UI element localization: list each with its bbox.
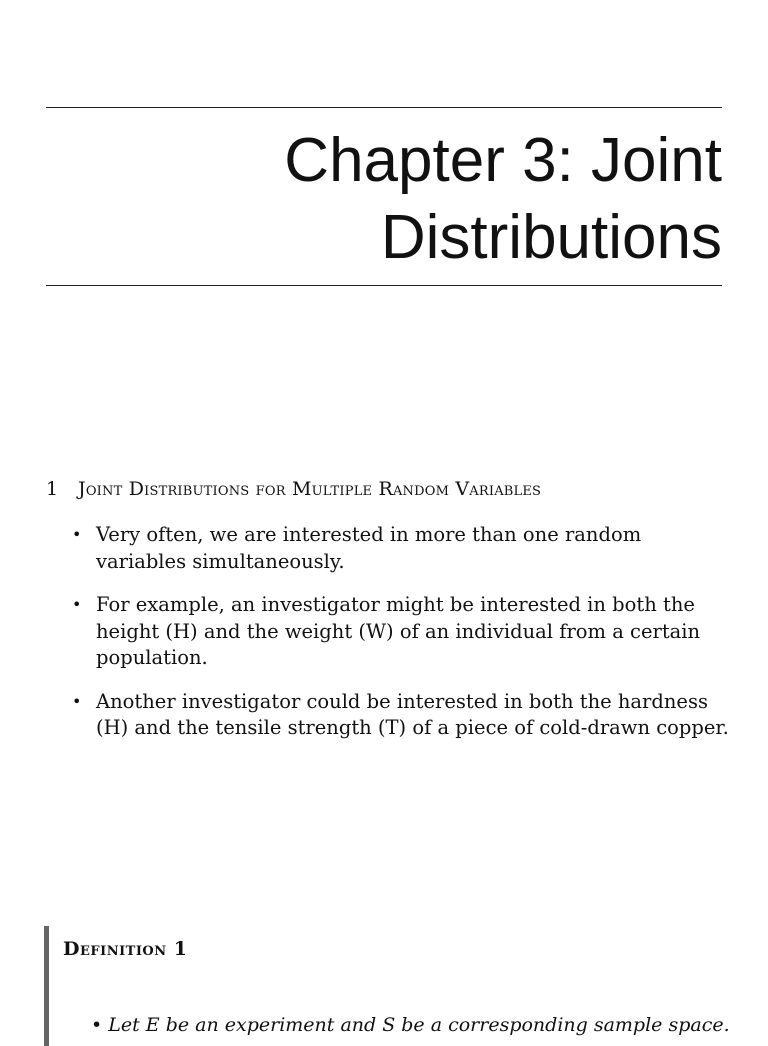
- bullet-icon: •: [72, 525, 82, 544]
- list-item: [70, 592, 730, 672]
- chapter-title: [46, 122, 722, 276]
- chapter-title-line-1: Chapter 3: Joint: [284, 126, 722, 195]
- top-rule: [46, 107, 722, 108]
- section-number: 1: [46, 478, 59, 500]
- bullet-icon: •: [72, 595, 82, 614]
- bullet-list: [70, 522, 730, 759]
- bottom-rule: [46, 285, 722, 286]
- list-item: [70, 522, 730, 575]
- bullet-text: Very often, we are interested in more than one random variables simultaneously.: [96, 523, 642, 573]
- bullet-text: Another investigator could be interested in both the hardness (H) and the tensile strength (T) of a piece of cold-drawn copper.: [96, 689, 729, 739]
- definition-partial-text: • Let E be an experiment and S be a corresponding sample space.: [91, 1014, 730, 1036]
- list-item: [70, 689, 730, 742]
- chapter-title-line-2: Distributions: [380, 203, 722, 272]
- bullet-icon: •: [72, 691, 82, 711]
- section-title: Joint Distributions for Multiple Random Variables: [78, 478, 542, 500]
- definition-label: Definition 1: [63, 938, 188, 960]
- section-heading: [46, 478, 541, 500]
- bullet-text: For example, an investigator might be interested in both the height (H) and the weight (W) of an individual from a certain population.: [96, 593, 701, 669]
- definition-box: [44, 926, 729, 1046]
